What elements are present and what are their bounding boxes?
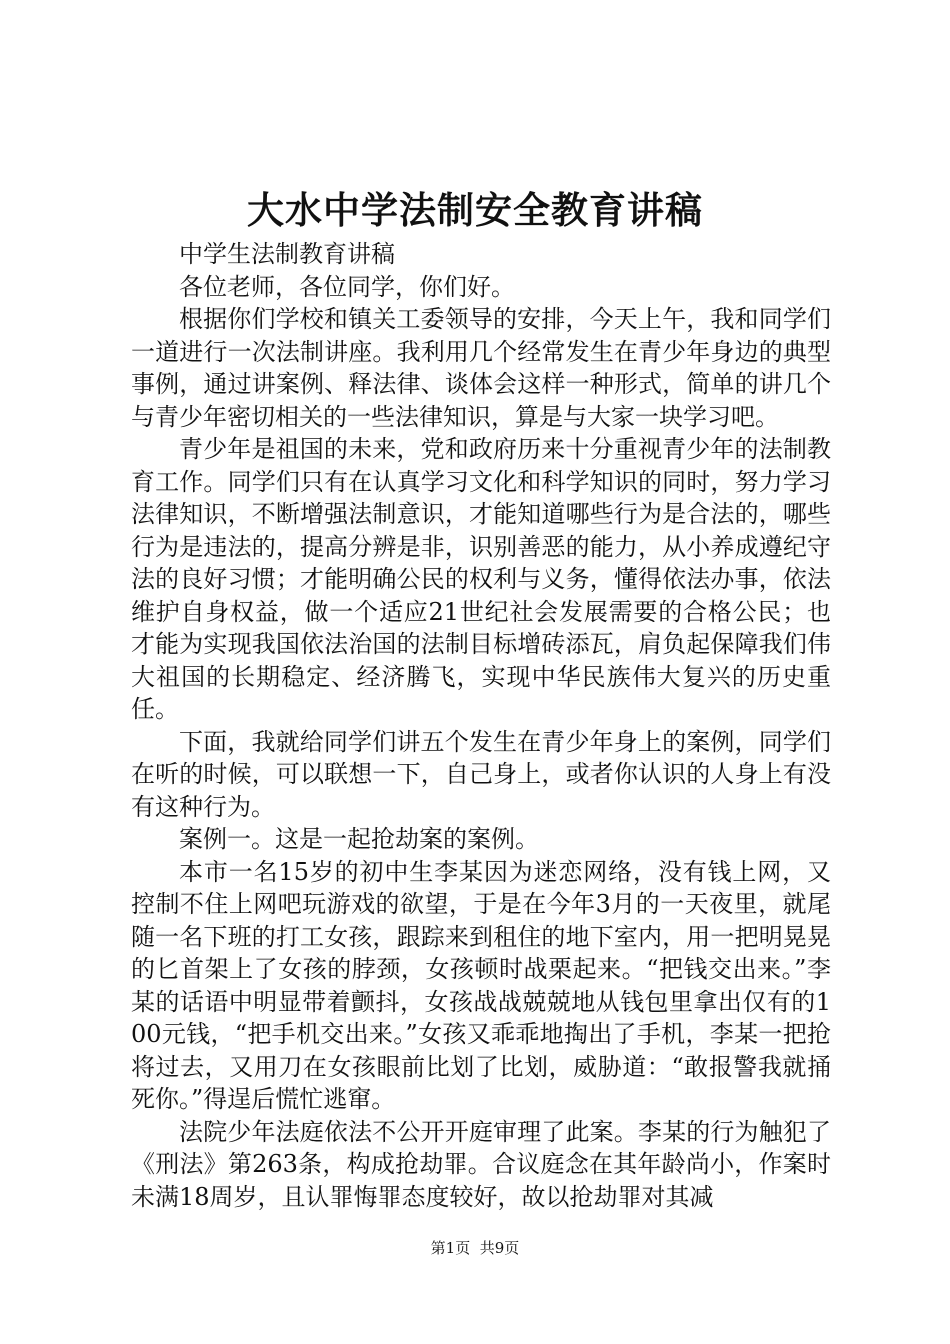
paragraph-case-one-story: 本市一名15岁的初中生李某因为迷恋网络，没有钱上网，又控制不住上网吧玩游戏的欲望，于是在今年3月的一天夜里，就尾随一名下班的打工女孩，跟踪来到租住的地下室内，用一把明晃晃的匕首架上了女孩的脖颈，女孩顿时战栗起来。“把钱交出来。”李某的话语中明显带着颤抖，女孩战战兢兢地从钱包里拿出仅有的100元钱，“把手机交出来。”女孩又乖乖地掏出了手机，李某一把抢将过去，又用刀在女孩眼前比划了比划，威胁道：“敢报警我就捅死你。”得逞后慌忙逃窜。 — [131, 857, 831, 1113]
page-number: 第1页 — [430, 1239, 471, 1257]
page-total: 共9页 — [479, 1239, 520, 1257]
paragraph-case-one-heading: 案例一。这是一起抢劫案的案例。 — [179, 825, 539, 853]
page-footer — [0, 1238, 950, 1258]
paragraph-case-one-verdict: 法院少年法庭依法不公开开庭审理了此案。李某的行为触犯了《刑法》第263条，构成抢劫罪。合议庭念在其年龄尚小，作案时未满18周岁，且认罪悔罪态度较好，故以抢劫罪对其减 — [131, 1117, 831, 1211]
document-body — [131, 238, 831, 1213]
paragraph-greeting: 各位老师，各位同学，你们好。 — [179, 272, 515, 301]
paragraph-intro: 根据你们学校和镇关工委领导的安排，今天上午，我和同学们一道进行一次法制讲座。我利用几个经常发生在青少年身边的典型事例，通过讲案例、释法律、谈体会这样一种形式，简单的讲几个与青少年密切相关的一些法律知识，算是与大家一块学习吧。 — [131, 305, 831, 431]
paragraph-importance: 青少年是祖国的未来，党和政府历来十分重视青少年的法制教育工作。同学们只有在认真学习文化和科学知识的同时，努力学习法律知识，不断增强法制意识，才能知道哪些行为是合法的，哪些行为是违法的，提高分辨是非，识别善恶的能力，从小养成遵纪守法的良好习惯；才能明确公民的权利与义务，懂得依法办事，依法维护自身权益，做一个适应21世纪社会发展需要的合格公民；也才能为实现我国依法治国的法制目标增砖添瓦，肩负起保障我们伟大祖国的长期稳定、经济腾飞，实现中华民族伟大复兴的历史重任。 — [131, 435, 831, 723]
document-title: 大水中学法制安全教育讲稿 — [247, 188, 703, 232]
paragraph-subtitle: 中学生法制教育讲稿 — [179, 240, 395, 268]
paragraph-cases-intro: 下面，我就给同学们讲五个发生在青少年身上的案例，同学们在听的时候，可以联想一下，自己身上，或者你认识的人身上有没有这种行为。 — [131, 727, 831, 821]
